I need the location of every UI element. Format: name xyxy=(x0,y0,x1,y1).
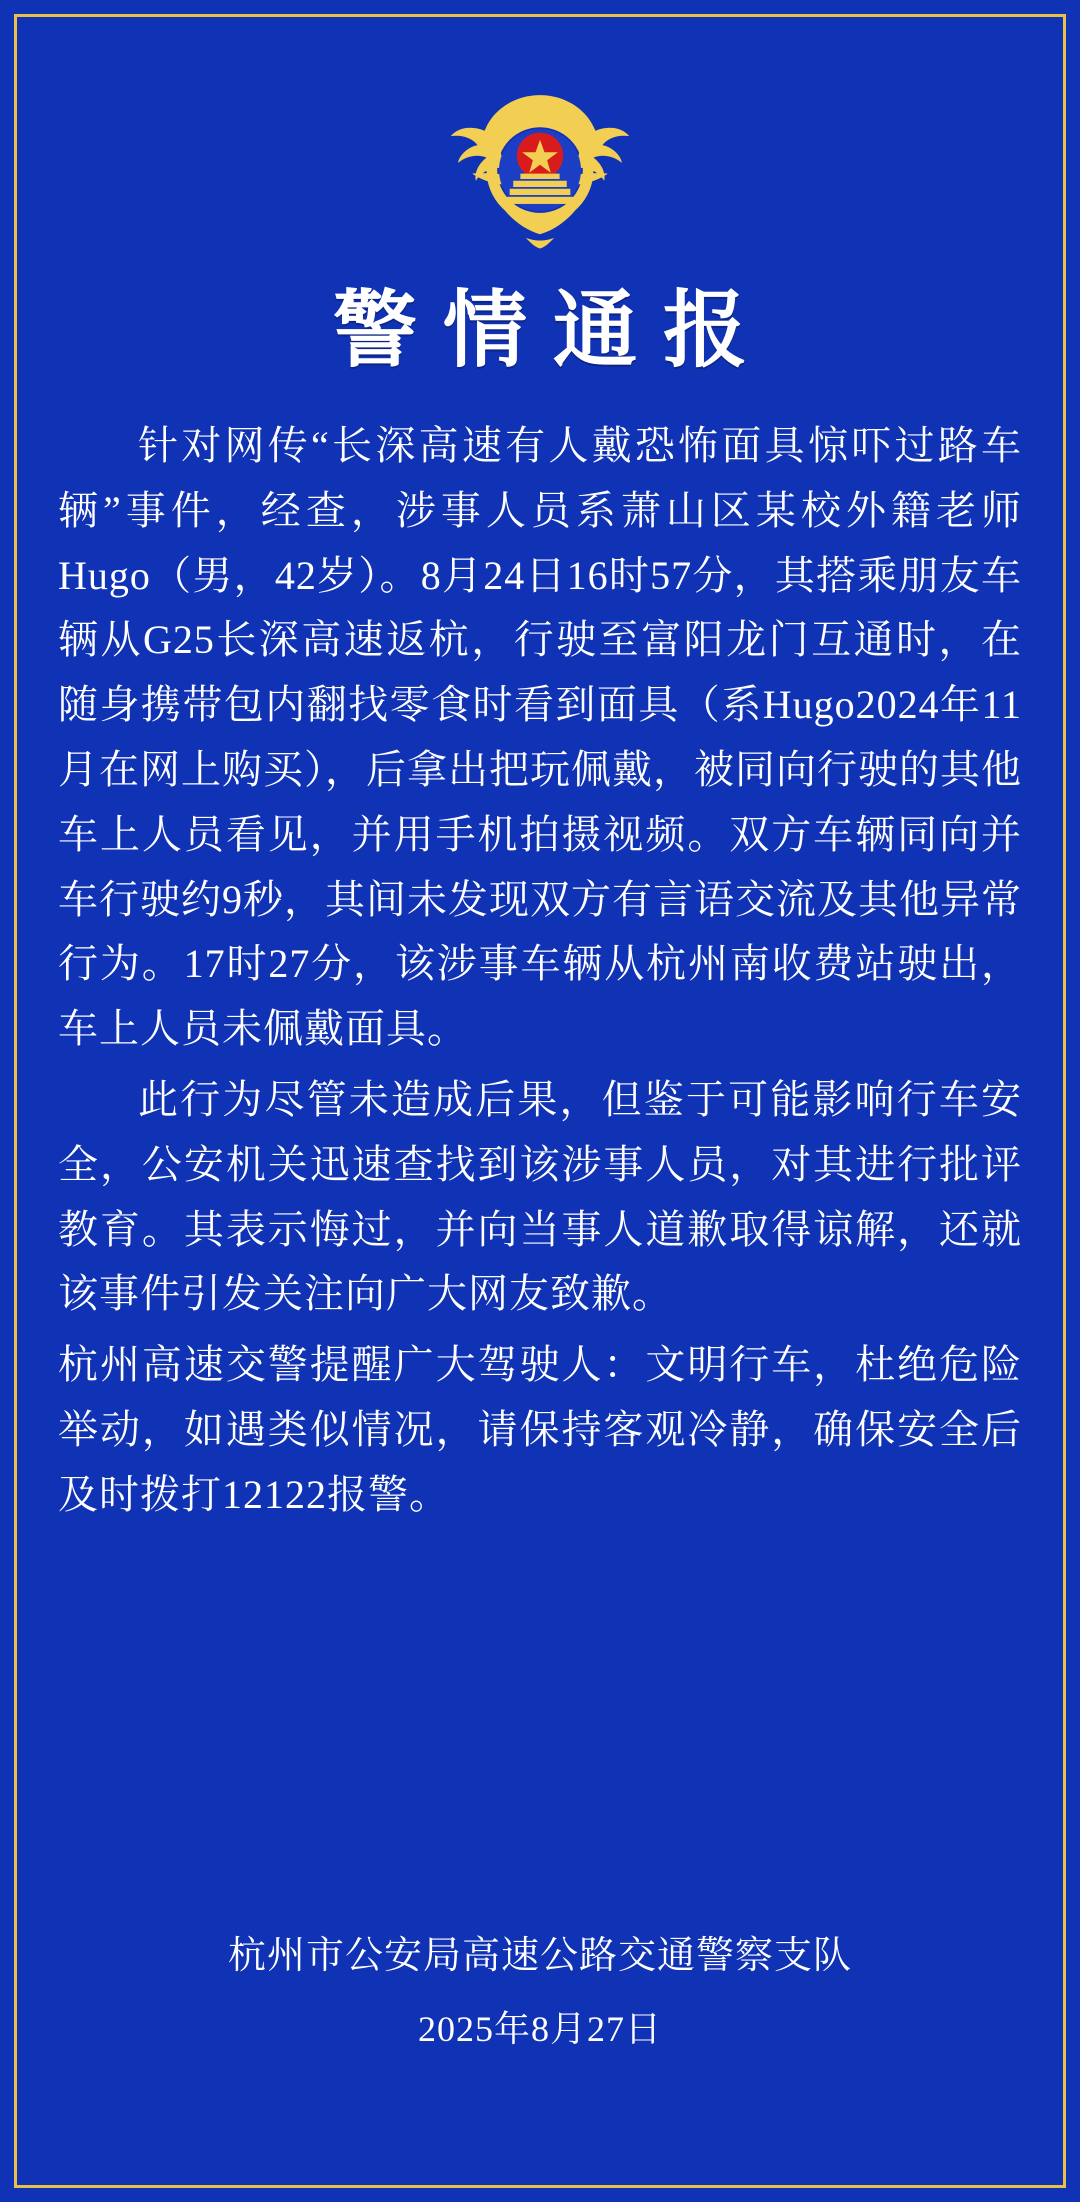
paragraph-2-continued: 杭州高速交警提醒广大驾驶人：文明行车，杜绝危险举动，如遇类似情况，请保持客观冷静，确保安全后及时拨打12122报警。 xyxy=(58,1342,1022,1517)
issuing-organization: 杭州市公安局高速公路交通警察支队 xyxy=(227,1935,852,1977)
page-title: 警情通报 xyxy=(332,285,773,378)
paragraph-1: 针对网传“长深高速有人戴恐怖面具惊吓过路车辆”事件，经查，涉事人员系萧山区某校外籍老师Hugo（男，42岁）。8月24日16时57分，其搭乘朋友车辆从G25长深高速返杭，行驶至富阳龙门互通时，在随身携带包内翻找零食时看到面具（系Hugo2024年11月在网上购买），后拿出把玩佩戴，被同向行驶的其他车上人员看见，并用手机拍摄视频。双方车辆同向并车行驶约9秒，其间未发现双方有言语交流及其他异常行为。17时27分，该涉事车辆从杭州南收费站驶出，车上人员未佩戴面具。 xyxy=(58,423,1022,1052)
china-police-emblem-icon xyxy=(450,88,630,253)
emblem-container xyxy=(58,88,1022,253)
signature-block xyxy=(58,1924,1022,2052)
paragraph-2: 此行为尽管未造成后果，但鉴于可能影响行车安全，公安机关迅速查找到该涉事人员，对其进行批评教育。其表示悔过，并向当事人道歉取得谅解，还就该事件引发关注向广大网友致歉。 xyxy=(58,1076,1022,1317)
notice-body xyxy=(58,414,1022,1528)
issue-date: 2025年8月27日 xyxy=(417,2009,662,2049)
